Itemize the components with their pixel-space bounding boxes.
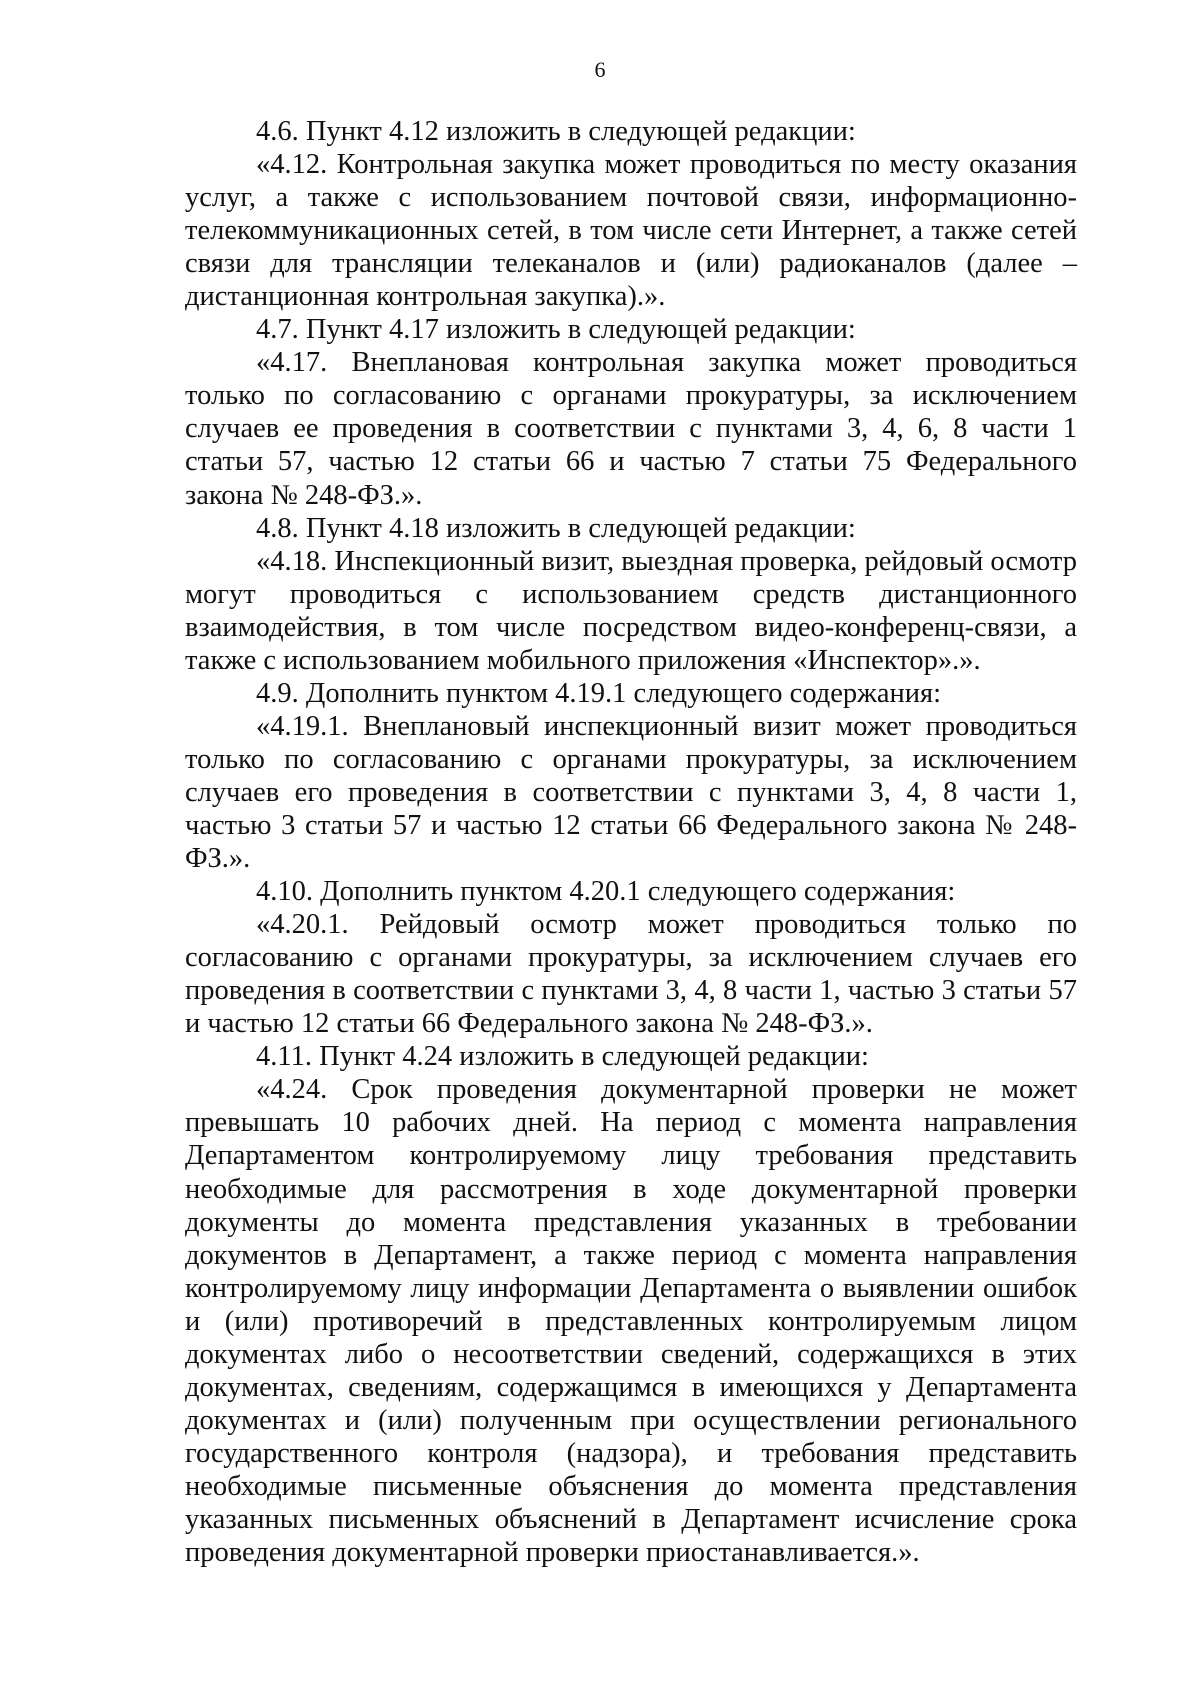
document-body	[185, 115, 1077, 1569]
amendment-heading-4-8: 4.8. Пункт 4.18 изложить в следующей редакции:	[256, 512, 856, 544]
clause-4-12-text: «4.12. Контрольная закупка может проводиться по месту оказания услуг, а также с использованием почтовой связи, информационно-телекоммуникационных сетей, в том числе сети Интернет, а также сетей связи для трансляции телеканалов и (или) радиоканалов (далее – дистанционная контрольная закупка).».	[185, 149, 1077, 313]
clause-4-20-1-text: «4.20.1. Рейдовый осмотр может проводиться только по согласованию с органами прокуратуры, за исключением случаев его проведения в соответствии с пунктами 3, 4, 8 части 1, частью 3 статьи 57 и частью 12 статьи 66 Федерального закона № 248-ФЗ.».	[185, 909, 1077, 1040]
clause-4-17-text: «4.17. Внеплановая контрольная закупка может проводиться только по согласованию с органами прокуратуры, за исключением случаев ее проведения в соответствии с пунктами 3, 4, 6, 8 части 1 статьи 57, частью 12 статьи 66 и частью 7 статьи 75 Федерального закона № 248-ФЗ.».	[185, 347, 1077, 511]
amendment-heading-4-11: 4.11. Пункт 4.24 изложить в следующей редакции:	[256, 1041, 869, 1073]
clause-4-24-text: «4.24. Срок проведения документарной проверки не может превышать 10 рабочих дней. На период с момента направления Департаментом контролируемому лицу требования представить необходимые для рассмотрения в ходе документарной проверки документы до момента представления указанных в требовании документов в Департамент, а также период с момента направления контролируемому лицу информации Департамента о выявлении ошибок и (или) противоречий в представленных контролируемым лицом документах либо о несоответствии сведений, содержащихся в этих документах, сведениям, содержащимся в имеющихся у Департамента документах и (или) полученным при осуществлении регионального государственного контроля (надзора), и требования представить необходимые письменные объяснения до момента представления указанных письменных объяснений в Департамент исчисление срока проведения документарной проверки приостанавливается.».	[185, 1074, 1077, 1569]
clause-4-19-1-text: «4.19.1. Внеплановый инспекционный визит может проводиться только по согласованию с органами прокуратуры, за исключением случаев его проведения в соответствии с пунктами 3, 4, 8 части 1, частью 3 статьи 57 и частью 12 статьи 66 Федерального закона № 248-ФЗ.».	[185, 710, 1077, 875]
amendment-heading-4-6: 4.6. Пункт 4.12 изложить в следующей редакции:	[256, 116, 856, 147]
amendment-heading-4-10: 4.10. Дополнить пунктом 4.20.1 следующего содержания:	[256, 876, 956, 908]
amendment-heading-4-7: 4.7. Пункт 4.17 изложить в следующей редакции:	[256, 314, 856, 346]
clause-4-18-text: «4.18. Инспекционный визит, выездная проверка, рейдовый осмотр могут проводиться с использованием средств дистанционного взаимодействия, в том числе посредством видео-конференц-связи, а также с использованием мобильного приложения «Инспектор».».	[185, 545, 1077, 676]
amendment-heading-4-9: 4.9. Дополнить пунктом 4.19.1 следующего содержания:	[256, 677, 942, 709]
page-number: 6	[594, 57, 606, 82]
